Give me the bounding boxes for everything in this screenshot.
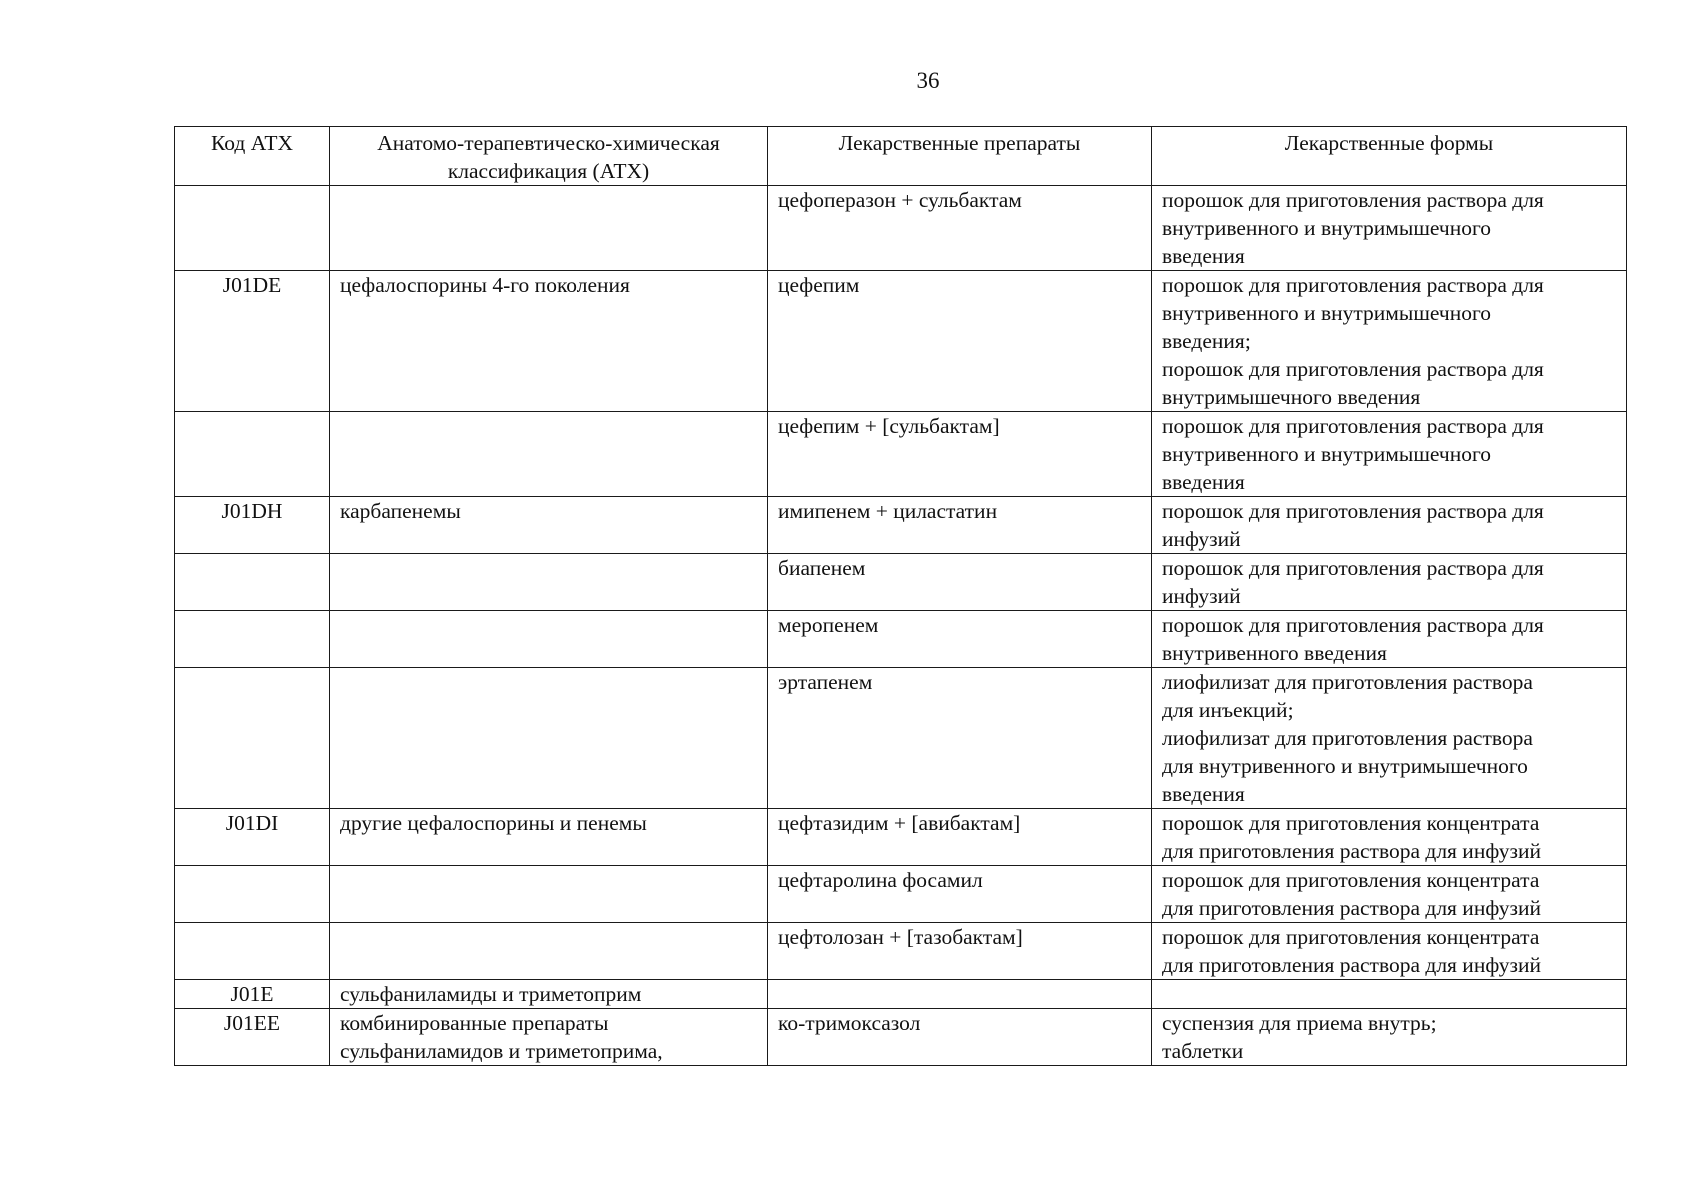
dosage-form-line: внутривенного и внутримышечного [1162, 442, 1491, 466]
table-row [175, 809, 1627, 866]
table-row [175, 866, 1627, 923]
dosage-form-line: внутривенного и внутримышечного [1162, 301, 1491, 325]
cell-dosage-forms [1152, 611, 1627, 668]
dosage-form-line: для приготовления раствора для инфузий [1162, 839, 1541, 863]
cell-drug: ко-тримоксазол [768, 1009, 1152, 1066]
dosage-form-line: для приготовления раствора для инфузий [1162, 953, 1541, 977]
cell-drug: цефтазидим + [авибактам] [768, 809, 1152, 866]
dosage-form-line: порошок для приготовления концентрата [1162, 925, 1540, 949]
dosage-form-line: лиофилизат для приготовления раствора [1162, 670, 1533, 694]
cell-atc-classification: карбапенемы [330, 497, 768, 554]
cell-atc-classification: другие цефалоспорины и пенемы [330, 809, 768, 866]
cell-dosage-forms [1152, 809, 1627, 866]
cell-dosage-forms [1152, 271, 1627, 412]
dosage-form-line: порошок для приготовления раствора для [1162, 556, 1544, 580]
dosage-form-line: порошок для приготовления раствора для [1162, 188, 1544, 212]
dosage-form-line: порошок для приготовления раствора для [1162, 613, 1544, 637]
dosage-form-line: порошок для приготовления раствора для [1162, 273, 1544, 297]
cell-drug: эртапенем [768, 668, 1152, 809]
cell-drug: меропенем [768, 611, 1152, 668]
dosage-form-line: инфузий [1162, 584, 1241, 608]
cell-atc-code [175, 866, 330, 923]
cell-drug: цефтолозан + [тазобактам] [768, 923, 1152, 980]
cell-dosage-forms [1152, 923, 1627, 980]
cell-atc-classification: цефалоспорины 4-го поколения [330, 271, 768, 412]
header-atc-classification: Анатомо-терапевтическо-химическая классификация (АТХ) [330, 127, 768, 186]
cell-dosage-forms [1152, 412, 1627, 497]
cell-drug: цефоперазон + сульбактам [768, 186, 1152, 271]
dosage-form-line: порошок для приготовления концентрата [1162, 868, 1540, 892]
cell-dosage-forms [1152, 186, 1627, 271]
table-row [175, 271, 1627, 412]
table-row [175, 668, 1627, 809]
cell-atc-classification [330, 611, 768, 668]
cell-drug: имипенем + циластатин [768, 497, 1152, 554]
table-row [175, 497, 1627, 554]
cell-atc-classification [330, 668, 768, 809]
cell-atc-classification: сульфаниламиды и триметоприм [330, 980, 768, 1009]
cell-dosage-forms [1152, 980, 1627, 1009]
cell-drug [768, 980, 1152, 1009]
dosage-form-line: для внутривенного и внутримышечного [1162, 754, 1528, 778]
table-row [175, 412, 1627, 497]
cell-dosage-forms [1152, 668, 1627, 809]
dosage-form-line: для инъекций; [1162, 698, 1294, 722]
dosage-form-line: введения; [1162, 329, 1251, 353]
cell-atc-code [175, 611, 330, 668]
cell-atc-code: J01DE [175, 271, 330, 412]
cell-atc-code: J01EE [175, 1009, 330, 1066]
dosage-form-line: таблетки [1162, 1039, 1244, 1063]
table-body [175, 186, 1627, 1066]
header-drugs: Лекарственные препараты [768, 127, 1152, 186]
cell-drug: биапенем [768, 554, 1152, 611]
table-row [175, 554, 1627, 611]
dosage-form-line: порошок для приготовления раствора для [1162, 499, 1544, 523]
header-atc-code: Код АТХ [175, 127, 330, 186]
cell-dosage-forms [1152, 554, 1627, 611]
dosage-form-line: порошок для приготовления раствора для [1162, 357, 1544, 381]
cell-atc-code [175, 923, 330, 980]
cell-atc-classification [330, 554, 768, 611]
cell-dosage-forms [1152, 497, 1627, 554]
dosage-form-line: суспензия для приема внутрь; [1162, 1011, 1437, 1035]
cell-atc-code [175, 668, 330, 809]
cell-atc-code [175, 186, 330, 271]
cell-dosage-forms [1152, 866, 1627, 923]
table-row [175, 980, 1627, 1009]
cell-atc-code: J01DH [175, 497, 330, 554]
table-row [175, 1009, 1627, 1066]
table-header-row [175, 127, 1627, 186]
table-row [175, 923, 1627, 980]
dosage-form-line: внутримышечного введения [1162, 385, 1421, 409]
atc-drug-table [174, 126, 1627, 1066]
classification-line: сульфаниламидов и триметоприма, [340, 1039, 663, 1063]
cell-atc-code: J01E [175, 980, 330, 1009]
dosage-form-line: для приготовления раствора для инфузий [1162, 896, 1541, 920]
cell-atc-classification [330, 866, 768, 923]
cell-atc-classification [330, 412, 768, 497]
cell-dosage-forms [1152, 1009, 1627, 1066]
page-number: 36 [916, 68, 940, 93]
classification-line: комбинированные препараты [340, 1011, 609, 1035]
header-dosage-forms: Лекарственные формы [1152, 127, 1627, 186]
cell-atc-classification [330, 1009, 768, 1066]
dosage-form-line: введения [1162, 782, 1245, 806]
cell-atc-classification [330, 186, 768, 271]
cell-drug: цефепим + [сульбактам] [768, 412, 1152, 497]
dosage-form-line: внутривенного введения [1162, 641, 1387, 665]
dosage-form-line: порошок для приготовления концентрата [1162, 811, 1540, 835]
dosage-form-line: введения [1162, 244, 1245, 268]
cell-atc-code [175, 412, 330, 497]
cell-atc-classification [330, 923, 768, 980]
cell-drug: цефепим [768, 271, 1152, 412]
table-row [175, 186, 1627, 271]
cell-atc-code: J01DI [175, 809, 330, 866]
dosage-form-line: инфузий [1162, 527, 1241, 551]
dosage-form-line: лиофилизат для приготовления раствора [1162, 726, 1533, 750]
dosage-form-line: введения [1162, 470, 1245, 494]
cell-drug: цефтаролина фосамил [768, 866, 1152, 923]
dosage-form-line: внутривенного и внутримышечного [1162, 216, 1491, 240]
table-row [175, 611, 1627, 668]
dosage-form-line: порошок для приготовления раствора для [1162, 414, 1544, 438]
cell-atc-code [175, 554, 330, 611]
